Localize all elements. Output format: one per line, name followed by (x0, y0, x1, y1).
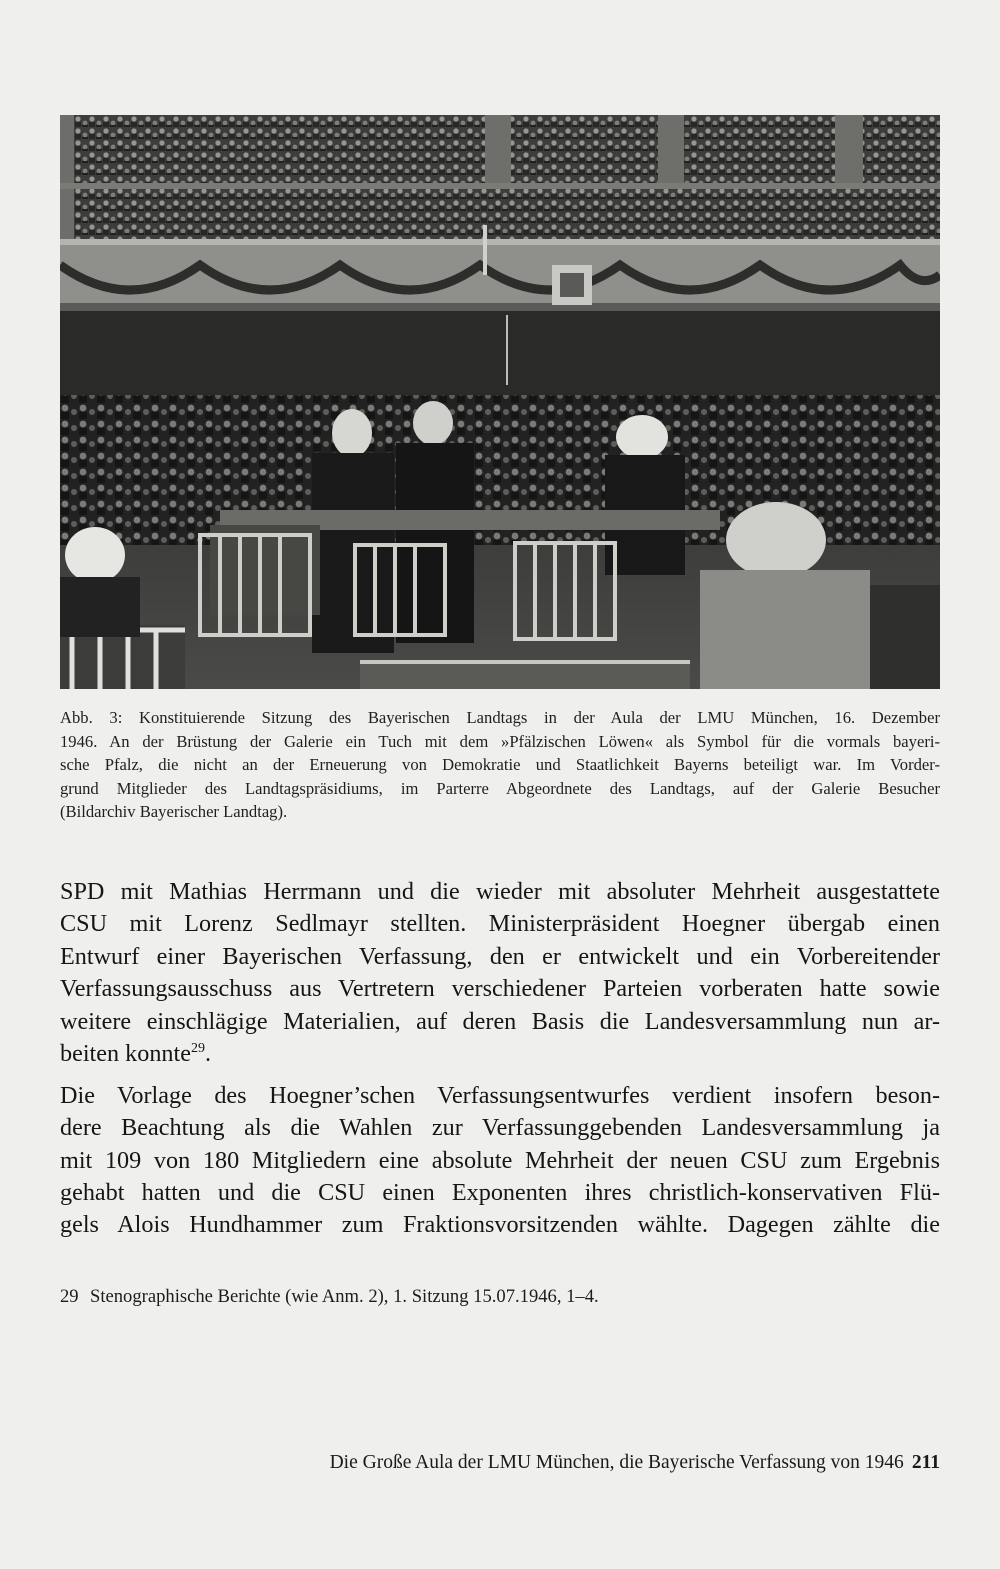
body-line: gehabt hatten und die CSU einen Exponenten ihres christlich-konservativen Flü- (60, 1178, 940, 1206)
footnote-number: 29 (60, 1286, 79, 1307)
photograph-image (60, 115, 940, 689)
running-footer (330, 1450, 940, 1476)
body-line-last (60, 1038, 940, 1070)
caption-line: grund Mitglieder des Landtagspräsidiums, im Parterre Abgeordnete des Landtags, auf der Galerie Besucher (60, 778, 940, 798)
body-line: Verfassungsausschuss aus Vertretern verschiedener Parteien vorberaten hatte sowie (60, 975, 940, 1003)
body-line: SPD mit Mathias Herrmann und die wieder mit absoluter Mehrheit ausgestattete (60, 878, 940, 905)
running-footer-title: Die Große Aula der LMU München, die Bayerische Verfassung von 1946 (329, 1452, 904, 1473)
footnote-text: Stenographische Berichte (wie Anm. 2), 1. Sitzung 15.07.1946, 1–4. (90, 1286, 599, 1307)
body-line: mit 109 von 180 Mitgliedern eine absolute Mehrheit der neuen CSU zum Ergebnis (60, 1146, 940, 1174)
body-line: Entwurf einer Bayerischen Verfassung, den er entwickelt und ein Vorbereitender (60, 942, 940, 970)
footnote (60, 1284, 940, 1310)
caption-line: 1946. An der Brüstung der Galerie ein Tuch mit dem »Pfälzischen Löwen« als Symbol für die vormals bayeri- (60, 731, 940, 751)
body-paragraph-2 (60, 1080, 940, 1241)
body-line: dere Beachtung als die Wahlen zur Verfassunggebenden Landesversammlung ja (60, 1114, 940, 1142)
body-line-text: beiten konnte (60, 1040, 191, 1068)
body-line (60, 1080, 940, 1112)
caption-line: Abb. 3: Konstituierende Sitzung des Bayerischen Landtags in der Aula der LMU München, 16. Dezember (60, 708, 940, 727)
body-paragraph-1 (60, 876, 940, 1070)
page-number: 211 (911, 1452, 940, 1473)
caption-line: sche Pfalz, die nicht an der Erneuerung von Demokratie und Staatlichkeit Bayerns beteiligt war. Im Vorder- (60, 755, 940, 775)
body-line: CSU mit Lorenz Sedlmayr stellten. Ministerpräsident Hoegner übergab einen (60, 910, 940, 938)
footnote-reference[interactable]: 29 (190, 1040, 205, 1056)
body-line: gels Alois Hundhammer zum Fraktionsvorsitzenden wählte. Dagegen zählte die (60, 1211, 940, 1239)
caption-line: (Bildarchiv Bayerischer Landtag). (60, 802, 288, 822)
figure-caption (60, 706, 940, 824)
assembly-hall-photograph (60, 115, 940, 689)
sentence-end: . (204, 1040, 212, 1068)
body-line-text: Die Vorlage des Hoegner’schen Verfassungsentwurfes verdient insofern beson- (60, 1082, 940, 1109)
body-line: weitere einschlägige Materialien, auf deren Basis die Landesversammlung nun ar- (60, 1007, 940, 1035)
